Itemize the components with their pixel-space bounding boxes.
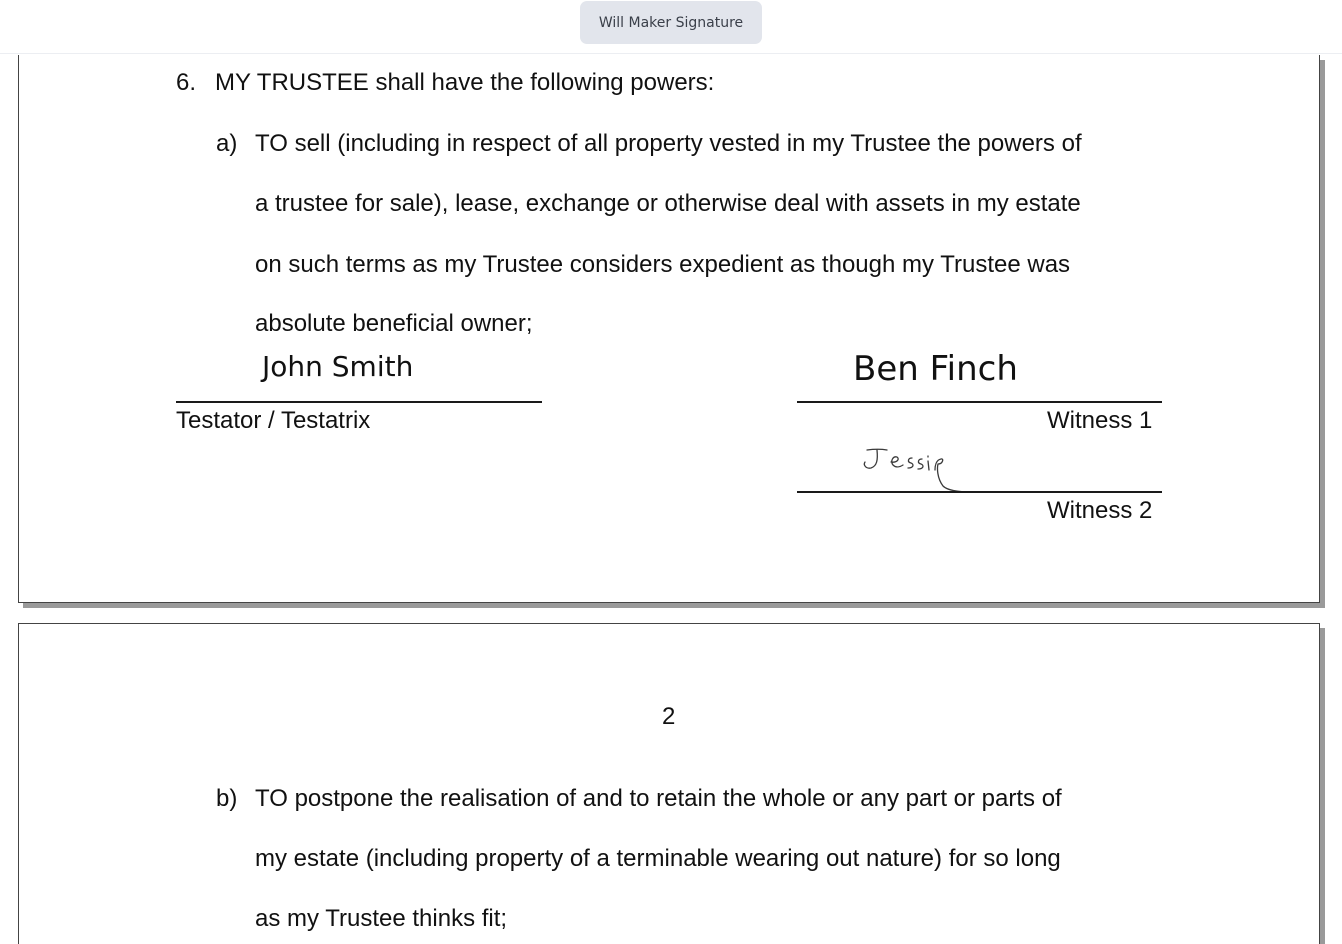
testator-signature: John Smith [262, 350, 414, 383]
witness-2-label: Witness 2 [1047, 497, 1153, 524]
witness-1-signature-field[interactable] [797, 345, 1162, 405]
item-b-marker: b) [216, 785, 238, 812]
item-a-line-3: on such terms as my Trustee considers expedient as though my Trustee was [255, 251, 1071, 278]
witness-2-signature-line [797, 491, 1162, 493]
will-maker-signature-tab[interactable] [580, 1, 762, 44]
tab-label: Will Maker Signature [598, 14, 744, 31]
item-a-marker: a) [216, 130, 238, 157]
testator-label: Testator / Testatrix [176, 407, 371, 434]
document-page-2 [18, 623, 1320, 944]
witness-2-signature [857, 440, 977, 492]
item-b-line-3: as my Trustee thinks fit; [255, 905, 508, 932]
page-number: 2 [662, 703, 676, 730]
item-a-line-4: absolute beneficial owner; [255, 310, 533, 337]
witness-2-signature-field[interactable] [797, 440, 1162, 492]
witness-1-signature: Ben Finch [853, 349, 1018, 389]
testator-signature-line [176, 401, 542, 403]
testator-signature-field[interactable] [176, 345, 542, 405]
item-a-line-1: TO sell (including in respect of all property vested in my Trustee the powers of [255, 130, 1082, 157]
document-page-1 [18, 55, 1320, 603]
witness-1-label: Witness 1 [1047, 407, 1153, 434]
toolbar-divider [0, 53, 1342, 54]
clause-heading: MY TRUSTEE shall have the following powers: [215, 69, 715, 96]
clause-number: 6. [176, 69, 197, 96]
witness-1-signature-line [797, 401, 1162, 403]
item-b-line-1: TO postpone the realisation of and to retain the whole or any part or parts of [255, 785, 1062, 812]
item-a-line-2: a trustee for sale), lease, exchange or otherwise deal with assets in my estate [255, 190, 1081, 217]
item-b-line-2: my estate (including property of a terminable wearing out nature) for so long [255, 845, 1061, 872]
